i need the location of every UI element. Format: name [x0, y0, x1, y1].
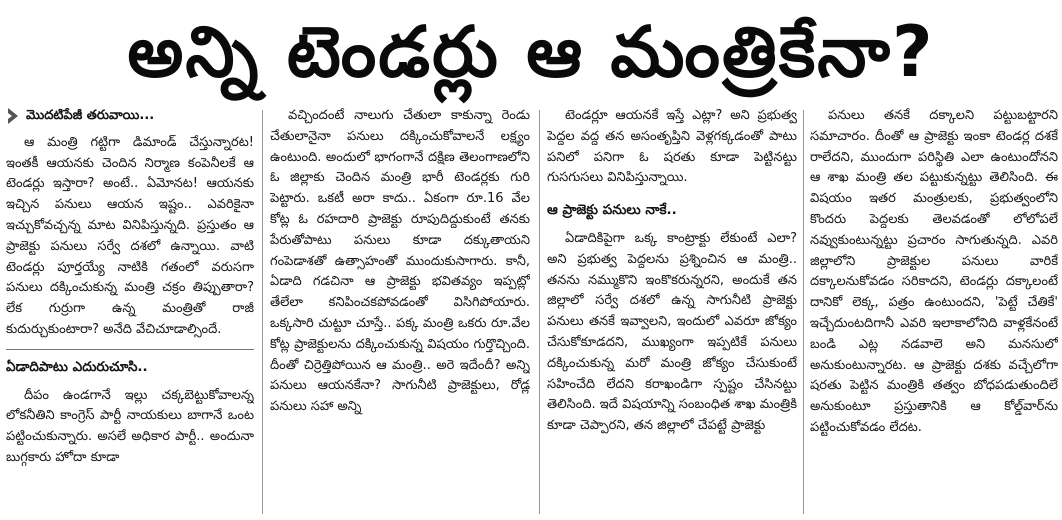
headline: అన్ని టెండర్లు ఆ మంత్రికేనా?	[127, 11, 935, 93]
paragraph: వచ్చిందంటే నాలుగు చేతులా కాకున్నా రెండు చేతులానైనా పనులు దక్కించుకోవాలనే లక్ష్యం ఉంటుంది. అందులో భాగంగానే దక్షిణ తెలంగాణలోని ఓ జిల్లాకు చెందిన మంత్రి భారీ టెండర్లకు గురి పెట్టారు. ఒకటీ అరా కాదు.. ఏకంగా రూ.16 వేల కోట్ల ఓ రహదారి ప్రాజెక్టు రూపుదిద్దుకుంటే తనకు పేరుతోపాటు పనులు కూడా దక్కుతాయని గంపెడాశతో ఉత్సాహంతో ముందుకుసాగారు. కానీ, ఏడాది గడచినా ఆ ప్రాజెక్టు భవితవ్యం ఇప్పట్లో తేలేలా కనిపించకపోవడంతో విసిగిపోయారు. ఒక్కసారి చుట్టూ చూస్తే.. పక్క మంత్రి ఒకరు రూ.వేల కోట్ల ప్రాజెక్టులను దక్కించుకున్న విషయం గుర్తొచ్చింది. దీంతో చిర్రెత్తిపోయిన ఆ మంత్రి.. అరె ఇదేందీ? అన్ని పనులు ఆయనకేనా? సాగునీటి ప్రాజెక్టులు, రోడ్ల పనులు సహా అన్ని	[270, 108, 530, 415]
column-4	[810, 106, 1058, 516]
kicker-text: మొదటిపేజీ తరువాయి...	[26, 108, 155, 123]
column-divider	[262, 110, 263, 514]
column-1	[6, 106, 254, 516]
column-3	[547, 106, 797, 516]
paragraph: దీపం ఉండగానే ఇల్లు చక్కబెట్టుకోవాలన్న లోకనీతిని కాంగ్రెస్ పార్టీ నాయకులు బాగానే ఒంట పట్టించుకున్నారు. అసలే అధికార పార్టీ.. అందునా బుగ్గకారు హోదా కూడా	[6, 387, 254, 465]
continuation-kicker	[6, 106, 254, 127]
subheading: ఏడాదిపాటు ఎదురుచూసి..	[6, 349, 254, 378]
paragraph: టెండర్లూ ఆయనకే ఇస్తే ఎట్లా? అని ప్రభుత్వ పెద్దల వద్ద తన అసంతృప్తిని వెళ్లగక్కడంతో పాటు పనిలో పనిగా ఓ షరతు కూడా పెట్టినట్టు గుసగుసలు వినిపిస్తున్నాయి.	[547, 108, 797, 186]
column-divider	[539, 110, 540, 514]
paragraph: ఏడాదికిపైగా ఒక్క కాంట్రాక్టు లేకుంటే ఎలా? అని ప్రభుత్వ పెద్దలను ప్రశ్నించిన ఆ మంత్రి.. తనను నమ్ముకొని ఇంకొకరున్నరని, అందుకే తన జిల్లాలో సర్వే దశలో ఉన్న సాగునీటి ప్రాజెక్టు పనులు తనకే ఇవ్వాలని, ఇందులో ఎవరూ జోక్యం చేసుకోకూడదని, ముఖ్యంగా ఇప్పటికే పనులు దక్కించుకున్న మరో మంత్రి జోక్యం చేసుకుంటే సహించేది లేదని కరాఖండిగా స్పష్టం చేసినట్టు తెలిసింది. ఇదే విషయాన్ని సంబంధిత శాఖ మంత్రికి కూడా చెప్పారని, తన జిల్లాలో చేపట్టే ప్రాజెక్టు	[547, 230, 797, 434]
column-divider	[803, 110, 804, 514]
paragraph: పనులు తనకే దక్కాలని పట్టుబట్టారని సమాచారం. దీంతో ఆ ప్రాజెక్టు ఇంకా టెండర్ల దశకే రాలేదని, ముందుగా పరిస్థితి ఎలా ఉంటుందోనని ఆ శాఖ మంత్రి తల పట్టుకున్నట్టు తెలిసింది. ఈ విషయం ఇతర మంత్రులకు, ప్రభుత్వంలోని కొందరు పెద్దలకు తెలవడంతో లోలోపలే నవ్వుకుంటున్నట్టు ప్రచారం సాగుతున్నది. ఎవరి జిల్లాలోని ప్రాజెక్టుల పనులు వారికే దక్కాలనుకోవడం సరికాదని, టెండర్లు దక్కాలంటే దానికో లెక్క, పత్రం ఉంటుందని, 'పెట్టే చేతికే' ఇచ్చేదుంటదిగానీ ఎవరి ఇలాకాలోనిది వాళ్లకేనంటే బండి ఎట్ల నడవాలె అని మనసులో అనుకుంటున్నారట. ఆ ప్రాజెక్టు దశకు వచ్చేలోగా షరతు పెట్టిన మంత్రికి తత్వం బోధపడుతుందిలే అనుకుంటూ ప్రస్తుతానికి ఆ కోల్డ్‌వార్‌ను పట్టించుకోవడం లేదట.	[810, 108, 1058, 435]
subheading: ఆ ప్రాజెక్టు పనులు నాకే..	[547, 202, 677, 219]
chevron-right-icon	[6, 107, 20, 125]
column-2	[270, 106, 530, 516]
paragraph: ఆ మంత్రి గట్టిగా డిమాండ్ చేస్తున్నారట! ఇంతకీ ఆయనకు చెందిన నిర్మాణ కంపెనీలకే ఆ టెండర్లు ఇస్తారా? అంటే.. ఏమోనట! ఆయనకు ఇచ్చిన పనులు ఆయన ఇష్టం.. ఎవరికైనా ఇచ్చుకోవచ్చన్న మాట వినిపిస్తున్నది. ప్రస్తుతం ఆ ప్రాజెక్టు పనులు సర్వే దశలో ఉన్నాయి. వాటి టెండర్లు పూర్తయ్యే నాటికి గతంలో వరుసగా పనులు దక్కించుకున్న మంత్రి చక్రం తిప్పుతారా? లేక గుర్రుగా ఉన్న మంత్రితో రాజీ కుదుర్చుకుంటారా? అనేది వేచిచూడాల్సిందే.	[6, 134, 254, 337]
